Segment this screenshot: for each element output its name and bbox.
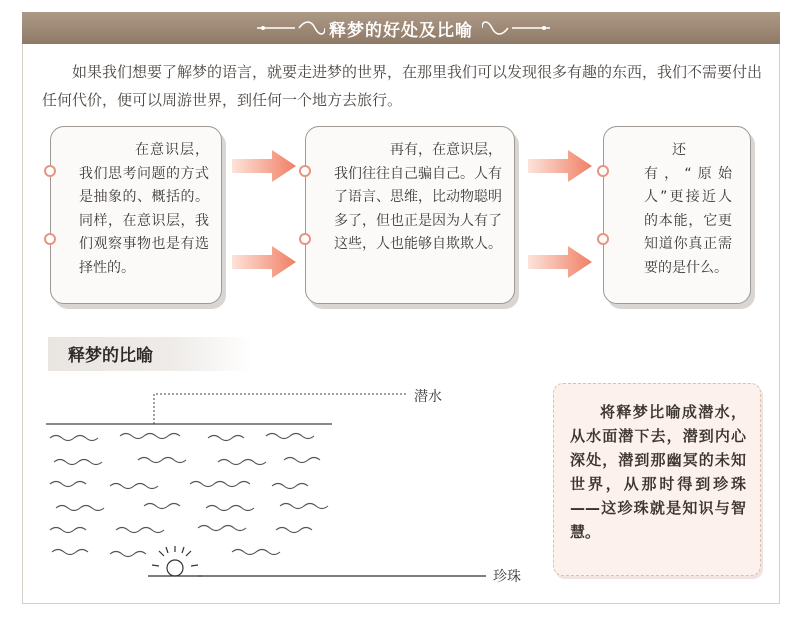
card-self-deception <box>305 126 515 304</box>
title-banner <box>22 12 780 44</box>
wave-marks <box>50 434 328 557</box>
ring-icon <box>299 233 311 245</box>
section-title: 释梦的比喻 <box>68 346 153 366</box>
arrow-right-icon <box>528 244 594 280</box>
card-primitive-instinct <box>603 126 751 304</box>
banner-title: 释梦的好处及比喻 <box>329 21 473 41</box>
diving-diagram <box>40 380 520 595</box>
ring-icon <box>597 233 609 245</box>
card-text: 再有，在意识层，我们往往自己骗自己。人有了语言、思维，比动物聪明多了，但也正是因为人有了这些，人也能够自欺欺人。 <box>334 142 502 252</box>
metaphor-note <box>553 383 761 576</box>
ring-icon <box>299 165 311 177</box>
ring-icon <box>597 165 609 177</box>
pearl-icon <box>148 546 202 576</box>
arrow-right-icon <box>528 148 594 184</box>
note-text: 将释梦比喻成潜水，从水面潜下去，潜到内心深处，潜到那幽冥的未知世界，从那时得到珍珠——这珍珠就是知识与智慧。 <box>570 403 746 541</box>
right-ornament-icon <box>482 20 552 36</box>
card-conscious-thinking <box>50 126 222 304</box>
dive-leader-line <box>154 394 408 424</box>
ring-icon <box>44 233 56 245</box>
card-text: 还有，“原始人”更接近人的本能，它更知道你真正需要的是什么。 <box>644 142 732 276</box>
ring-icon <box>44 165 56 177</box>
arrow-right-icon <box>232 148 298 184</box>
dive-label: 潜水 <box>414 389 442 405</box>
card-text: 在意识层，我们思考问题的方式是抽象的、概括的。同样，在意识层，我们观察事物也是有选择性的。 <box>79 142 209 276</box>
pearl-label: 珍珠 <box>493 569 521 585</box>
arrow-right-icon <box>232 244 298 280</box>
intro-paragraph: 如果我们想要了解梦的语言，就要走进梦的世界，在那里我们可以发现很多有趣的东西，我们不需要付出任何代价，便可以周游世界，到任何一个地方去旅行。 <box>42 63 763 109</box>
